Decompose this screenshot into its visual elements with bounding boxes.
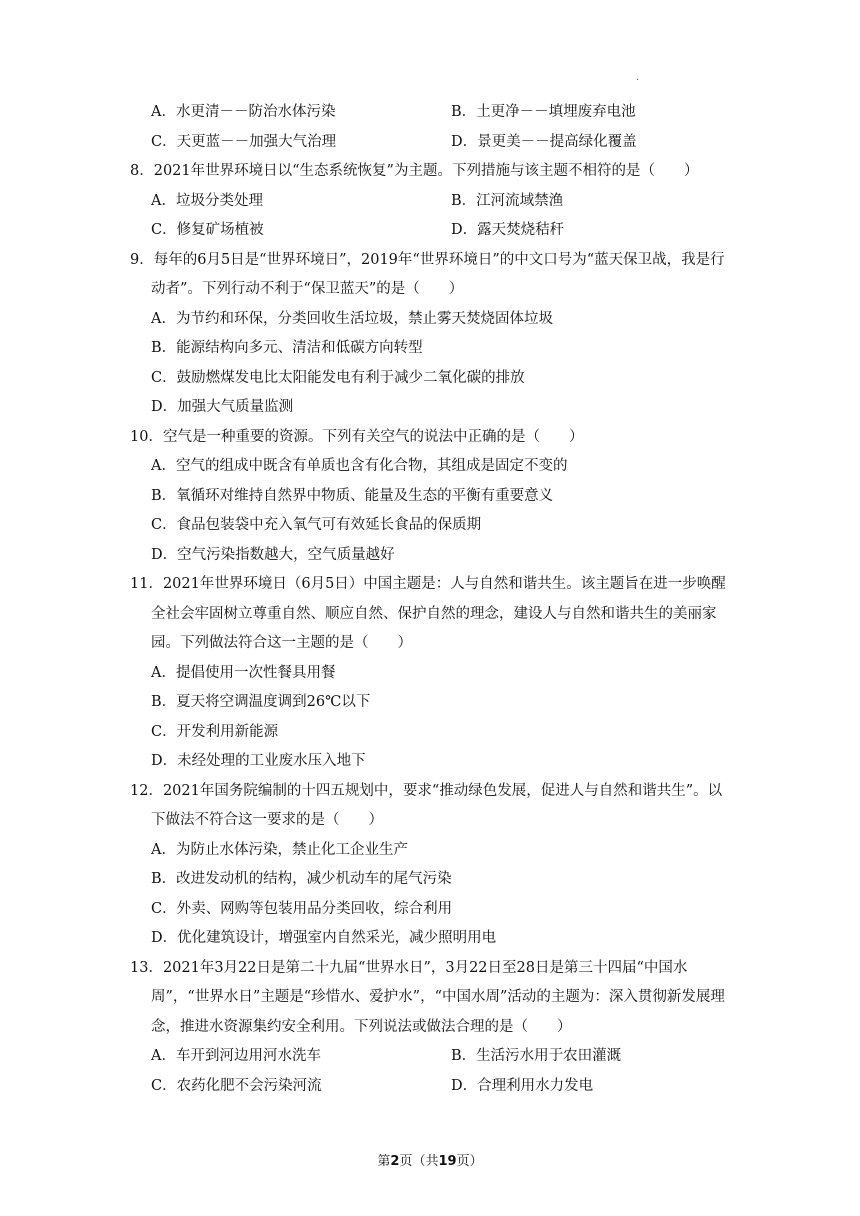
question-stem: 8．2021年世界环境日以“生态系统恢复”为主题。下列措施与该主题不相符的是（ ）: [130, 163, 699, 179]
option-b: B．土更净－－填埋废弃电池: [451, 104, 636, 120]
option-d: D．空气污染指数越大，空气质量越好: [151, 546, 395, 563]
question-stem: 10．空气是一种重要的资源。下列有关空气的说法中正确的是（ ）: [130, 428, 584, 445]
option-c: C．农药化肥不会污染河流: [151, 1077, 322, 1094]
option-b: B．生活污水用于农田灌溉: [451, 1048, 622, 1064]
option-a: A．空气的组成中既含有单质也含有化合物，其组成是固定不变的: [151, 458, 568, 474]
option-b: B．能源结构向多元、清洁和低碳方向转型: [151, 340, 423, 356]
option-d: D．未经处理的工业废水压入地下: [151, 753, 366, 769]
option-c: C．鼓励燃煤发电比太阳能发电有利于减少二氧化碳的排放: [151, 369, 525, 386]
option-d: D．露天焚烧秸秆: [451, 222, 565, 238]
option-c: C．外卖、网购等包装用品分类回收，综合利用: [151, 900, 453, 917]
question-stem: 12．2021年国务院编制的十四五规划中，要求“推动绿色发展，促进人与自然和谐共生”。以下做法不符合这一要求的是（ ）: [130, 782, 723, 828]
option-b: B．改进发动机的结构，减少机动车的尾气污染: [151, 871, 452, 887]
footer-suffix: 页）: [456, 1154, 483, 1169]
option-row: [130, 187, 730, 217]
question-7-options: [130, 98, 730, 157]
option-a: A．为防止水体污染，禁止化工企业生产: [151, 841, 408, 858]
total-pages: 19: [438, 1154, 457, 1169]
page-number: 2: [390, 1154, 400, 1169]
question-11: [130, 570, 730, 777]
option-a: A．水更清－－防治水体污染: [151, 104, 336, 120]
question-stem: 9．每年的6月5日是“世界环境日”，2019年“世界环境日”的中文口号为“蓝天保卫战，我是行动者”。下列行动不利于“保卫蓝天”的是（ ）: [130, 251, 725, 297]
option-d: D．优化建筑设计，增强室内自然采光，减少照明用电: [151, 930, 497, 946]
option-b: B．氧循环对维持自然界中物质、能量及生态的平衡有重要意义: [151, 487, 554, 504]
question-12: [130, 777, 730, 954]
question-8: [130, 157, 730, 246]
option-d: D．合理利用水力发电: [451, 1077, 594, 1094]
footer-prefix: 第: [377, 1154, 391, 1169]
option-row: [130, 128, 730, 158]
question-list: [130, 98, 730, 1101]
option-b: B．江河流域禁渔: [451, 192, 564, 209]
option-row: [130, 1042, 730, 1072]
page-footer: [0, 1150, 860, 1169]
option-row: [130, 98, 730, 128]
option-a: A．提倡使用一次性餐具用餐: [151, 664, 336, 681]
option-a: A．为节约和环保，分类回收生活垃圾，禁止雾天焚烧固体垃圾: [151, 310, 553, 327]
option-c: C．修复矿场植被: [151, 222, 264, 238]
option-a: A．垃圾分类处理: [151, 192, 263, 209]
footer-middle: 页（共: [399, 1154, 439, 1169]
option-d: D．加强大气质量监测: [151, 399, 294, 415]
question-10: [130, 423, 730, 571]
option-c: C．天更蓝－－加强大气治理: [151, 133, 337, 150]
option-row: [130, 216, 730, 246]
option-c: C．开发利用新能源: [151, 723, 279, 740]
question-9: [130, 246, 730, 423]
option-a: A．车开到河边用河水洗车: [151, 1048, 321, 1064]
option-b: B．夏天将空调温度调到26℃以下: [151, 694, 371, 710]
top-mark: .: [636, 72, 640, 83]
question-stem: 11．2021年世界环境日（6月5日）中国主题是：人与自然和谐共生。该主题旨在进一步唤醒全社会牢固树立尊重自然、顺应自然、保护自然的理念，建设人与自然和谐共生的美丽家园。下列做法符合这一主题的是（ ）: [130, 576, 726, 651]
option-d: D．景更美－－提高绿化覆盖: [451, 133, 637, 150]
option-row: [130, 1072, 730, 1102]
question-stem: 13．2021年3月22日是第二十九届“世界水日”，3月22日至28日是第三十四届“中国水周”，“世界水日”主题是“珍惜水、爱护水”，“中国水周”活动的主题为：深入贯彻新发展理念，推进水资源集约安全利用。下列说法或做法合理的是（ ）: [130, 959, 725, 1035]
option-c: C．食品包装袋中充入氧气可有效延长食品的保质期: [151, 517, 482, 533]
question-13: [130, 954, 730, 1102]
